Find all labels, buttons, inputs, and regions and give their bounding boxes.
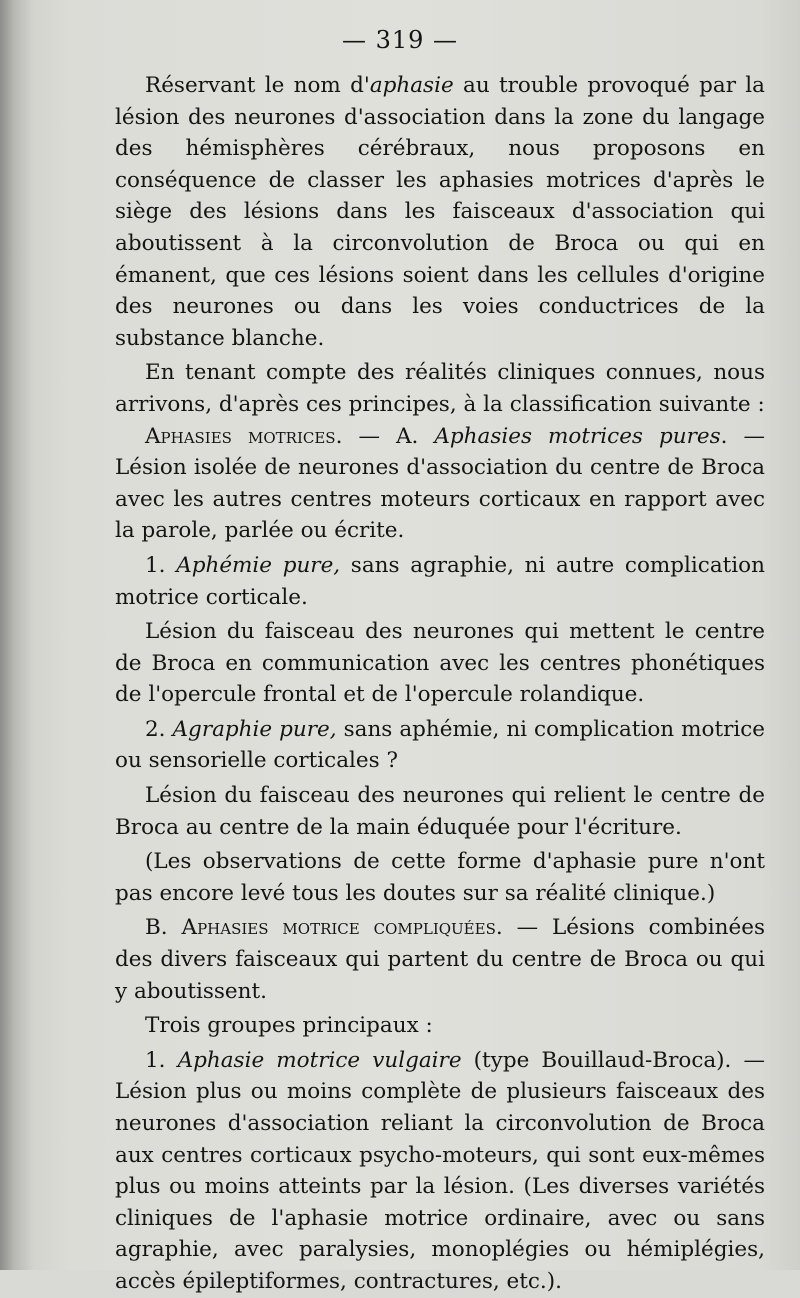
page-number: — 319 — bbox=[341, 26, 459, 54]
paragraph: (Les observations de cette forme d'aphasie pure n'ont pas encore levé tous les doutes sur sa réalité clinique.) bbox=[115, 849, 765, 906]
paragraph: 2. Agraphie pure, sans aphémie, ni complication motrice ou sensorielle corticales ? bbox=[115, 716, 766, 774]
paragraph: Lésion du faisceau des neurones qui relient le centre de Broca au centre de la main éduquée pour l'écriture. bbox=[115, 783, 765, 840]
paragraph: B. Aphasies motrice compliquées. — Lésions combinées des divers faisceaux qui partent du centre de Broca ou qui y aboutissent. bbox=[115, 915, 765, 1004]
paragraph: Aphasies motrices. — A. Aphasies motrices pures. — Lésion isolée de neurones d'association du centre de Broca avec les autres centres moteurs corticaux en rapport avec la parole, parlée ou écrite. bbox=[115, 423, 766, 544]
paragraph: Trois groupes principaux : bbox=[145, 1013, 433, 1039]
paragraph: Lésion du faisceau des neurones qui mettent le centre de Broca en communication avec les centres phonétiques de l'opercule frontal et de l'opercule rolandique. bbox=[115, 619, 765, 708]
paragraph: Réservant le nom d'aphasie au trouble provoqué par la lésion des neurones d'association dans la zone du langage des hémisphères cérébraux, nous proposons en conséquence de classer les aphasies motrices d'après le siège des lésions dans les faisceaux d'association qui aboutissent à la circonvolution de Broca ou qui en émanent, que ces lésions soient dans les cellules d'origine des neurones ou dans les voies conductrices de la substance blanche. bbox=[115, 73, 765, 351]
paragraph: 1. Aphasie motrice vulgaire (type Bouillaud-Broca). — Lésion plus ou moins complète de plusieurs faisceaux des neurones d'association reliant la circonvolution de Broca aux centres corticaux psycho-moteurs, qui sont eux-mêmes plus ou moins atteints par la lésion. (Les diverses variétés cliniques de l'aphasie motrice ordinaire, avec ou sans agraphie, avec paralysies, monoplégies ou hémiplégies, accès épileptiformes, contractures, etc.). bbox=[115, 1047, 765, 1294]
body-text bbox=[115, 70, 765, 1298]
paragraph: 1. Aphémie pure, sans agraphie, ni autre complication motrice corticale. bbox=[115, 552, 765, 610]
paragraph: En tenant compte des réalités cliniques connues, nous arrivons, d'après ces principes, à la classification suivante : bbox=[115, 360, 765, 417]
